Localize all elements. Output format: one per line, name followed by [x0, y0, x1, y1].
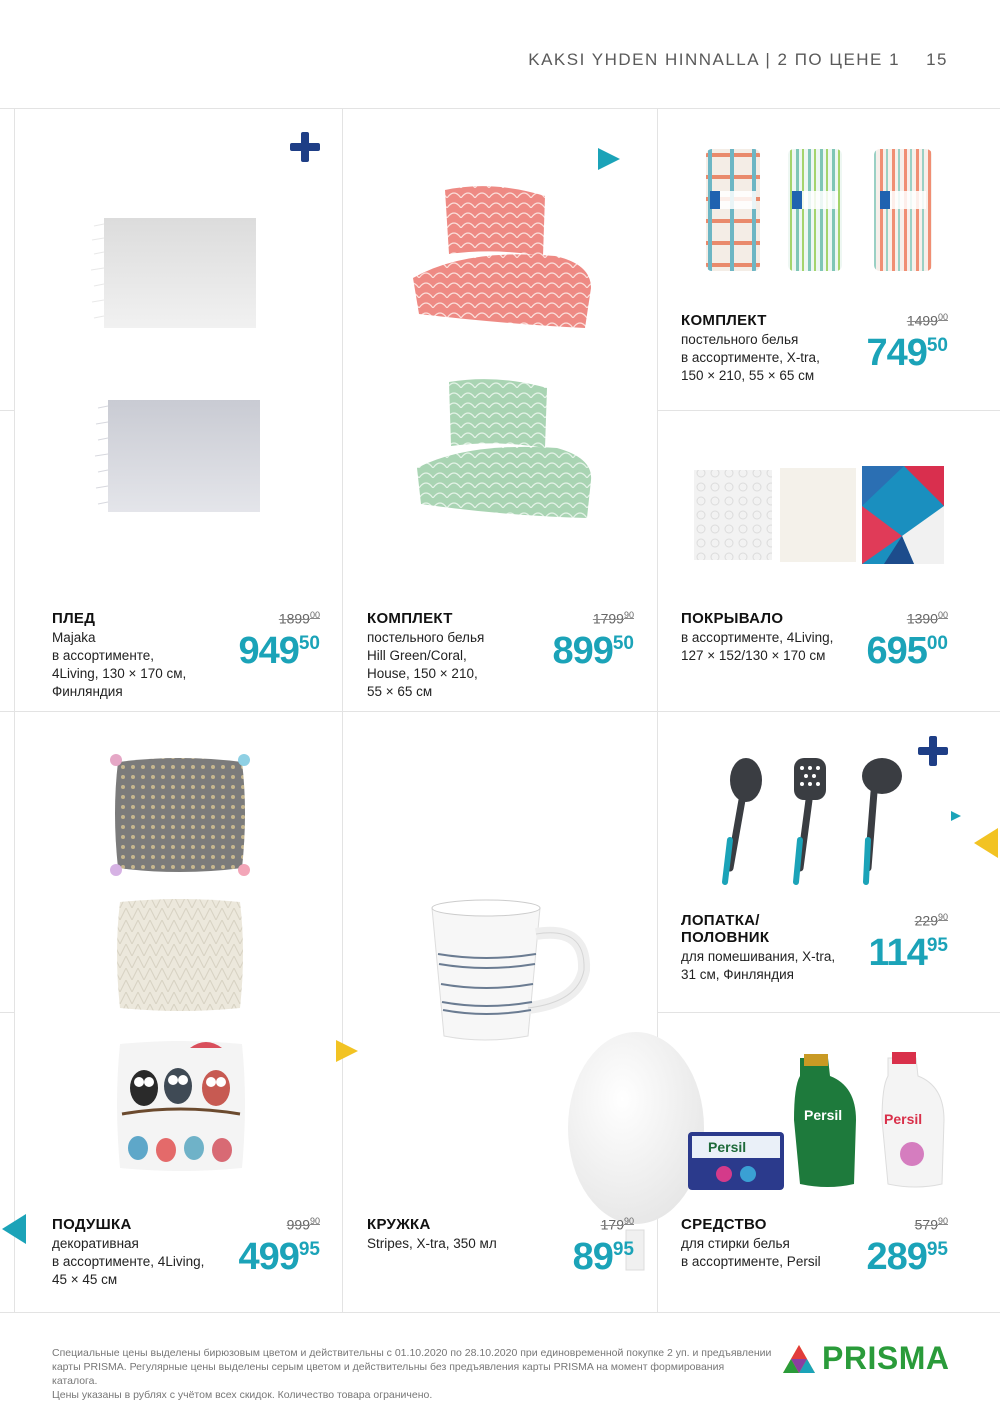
disclaimer-line: Специальные цены выделены бирюзовым цветом и действительны с 01.10.2020 по 28.10.2020 при единовременной покупке 2 уп. и предъявлении	[52, 1347, 772, 1359]
old-price-main: 179	[600, 1216, 624, 1233]
desc-line: для стирки белья	[681, 1236, 790, 1251]
price-main: 89	[572, 1236, 613, 1278]
price	[808, 334, 948, 372]
old-price-cents: 00	[937, 312, 948, 322]
pillows-image	[108, 752, 252, 1176]
price-cents: 50	[926, 335, 948, 356]
bedding-packs-image	[700, 145, 950, 275]
desc-line: Majaka	[52, 630, 96, 645]
price-cents: 95	[926, 1239, 948, 1260]
price-cents: 95	[926, 935, 948, 956]
disclaimer-line: Цены указаны в рублях с учётом всех скидок. Количество товара ограничено.	[52, 1389, 433, 1401]
persil-label: Persil	[708, 1139, 747, 1155]
desc-line: Hill Green/Coral,	[367, 648, 467, 663]
price-main: 499	[238, 1236, 299, 1278]
desc-line: декоративная	[52, 1236, 139, 1251]
plus-icon	[918, 736, 948, 766]
old-price-cents: 00	[937, 610, 948, 620]
yellow-triangle-icon	[334, 1038, 360, 1064]
old-price-main: 1390	[906, 610, 938, 627]
header-title: KAKSI YHDEN HINNALLA | 2 ПО ЦЕНЕ 1	[528, 50, 901, 69]
old-price-main: 1499	[906, 312, 938, 329]
price-main: 949	[238, 630, 299, 672]
desc-line: для помешивания, X-tra,	[681, 949, 836, 964]
page-header	[528, 50, 948, 70]
price-main: 695	[866, 630, 927, 672]
divider	[657, 410, 1000, 411]
product-title: КОМПЛЕКТ	[681, 312, 767, 329]
desc-line: 4Living, 130 × 170 см,	[52, 666, 187, 681]
divider	[0, 1312, 1000, 1313]
price-cents: 95	[612, 1239, 634, 1260]
product-title-line2: ПОЛОВНИК	[681, 929, 770, 946]
old-price	[534, 1216, 634, 1233]
desc-line: Stripes, X-tra, 350 мл	[367, 1236, 497, 1251]
old-price	[534, 610, 634, 627]
product-title: СРЕДСТВО	[681, 1216, 767, 1233]
price-cents: 00	[926, 633, 948, 654]
persil-label: Persil	[884, 1111, 923, 1127]
old-price	[848, 610, 948, 627]
old-price	[848, 1216, 948, 1233]
desc-line: Финляндия	[52, 684, 123, 699]
price	[494, 632, 634, 670]
desc-line: 55 × 65 см	[367, 684, 433, 699]
old-price	[220, 1216, 320, 1233]
old-price-cents: 90	[309, 1216, 320, 1226]
desc-line: в ассортименте, X-tra,	[681, 350, 820, 365]
prisma-logo[interactable]	[782, 1340, 949, 1377]
desc-line: постельного белья	[681, 332, 799, 347]
plaid-image	[88, 212, 268, 522]
mug-image	[428, 898, 592, 1044]
product-title: ПЛЕД	[52, 610, 96, 627]
persil-label: Persil	[804, 1107, 843, 1123]
old-price	[220, 610, 320, 627]
desc-line: в ассортименте,	[52, 648, 155, 663]
old-price-main: 229	[914, 912, 938, 929]
product-title: КРУЖКА	[367, 1216, 431, 1233]
plus-icon	[290, 132, 320, 162]
price	[808, 632, 948, 670]
old-price-cents: 90	[937, 1216, 948, 1226]
desc-line: постельного белья	[367, 630, 485, 645]
price-main: 749	[866, 332, 927, 374]
price-cents: 95	[298, 1239, 320, 1260]
price	[808, 934, 948, 972]
old-price-main: 579	[914, 1216, 938, 1233]
divider	[657, 1012, 1000, 1013]
bedding-image	[405, 178, 605, 538]
desc-line: 31 см, Финляндия	[681, 967, 794, 982]
old-price-main: 1899	[278, 610, 310, 627]
old-price-cents: 00	[309, 610, 320, 620]
desc-line: 45 × 45 см	[52, 1272, 118, 1287]
price-main: 114	[868, 932, 927, 974]
product-title: ПОКРЫВАЛО	[681, 610, 784, 627]
divider	[342, 108, 343, 1313]
footer-disclaimer	[52, 1346, 772, 1402]
product-title: КОМПЛЕКТ	[367, 610, 453, 627]
desc-line: House, 150 × 210,	[367, 666, 478, 681]
teal-triangle-left-icon	[0, 1212, 28, 1246]
old-price-cents: 90	[623, 610, 634, 620]
prisma-logo-text: PRISMA	[822, 1340, 950, 1376]
yellow-triangle-right-icon	[972, 826, 1000, 860]
desc-line: 150 × 210, 55 × 65 см	[681, 368, 815, 383]
divider	[0, 410, 14, 411]
desc-line: 127 × 152/130 × 170 см	[681, 648, 826, 663]
teal-triangle-icon	[596, 146, 622, 172]
desc-line: в ассортименте, Persil	[681, 1254, 821, 1269]
price	[180, 1238, 320, 1276]
price	[808, 1238, 948, 1276]
price-main: 289	[866, 1236, 927, 1278]
price-main: 899	[552, 630, 613, 672]
old-price-main: 1799	[592, 610, 624, 627]
divider	[14, 108, 15, 1313]
prisma-logo-icon	[782, 1343, 816, 1375]
bedspread-image	[694, 466, 946, 564]
price	[494, 1238, 634, 1276]
divider	[0, 711, 1000, 712]
old-price-cents: 90	[937, 912, 948, 922]
product-title: ЛОПАТКА/	[681, 912, 760, 929]
old-price-cents: 90	[623, 1216, 634, 1226]
page-number: 15	[926, 50, 948, 69]
old-price	[848, 912, 948, 929]
price-cents: 50	[298, 633, 320, 654]
utensils-image	[714, 756, 910, 890]
price	[180, 632, 320, 670]
product-title: ПОДУШКА	[52, 1216, 132, 1233]
divider	[0, 1012, 14, 1013]
old-price	[848, 312, 948, 329]
price-cents: 50	[612, 633, 634, 654]
teal-small-triangle-icon	[950, 810, 962, 822]
old-price-main: 999	[286, 1216, 310, 1233]
divider	[0, 108, 1000, 109]
desc-line: в ассортименте, 4Living,	[52, 1254, 205, 1269]
desc-line: в ассортименте, 4Living,	[681, 630, 834, 645]
detergent-image	[688, 1050, 950, 1192]
disclaimer-line: карты PRISMA. Регулярные цены выделены серым цветом и действительны без предъявления карты PRISMA на момент формирования каталога.	[52, 1361, 725, 1387]
